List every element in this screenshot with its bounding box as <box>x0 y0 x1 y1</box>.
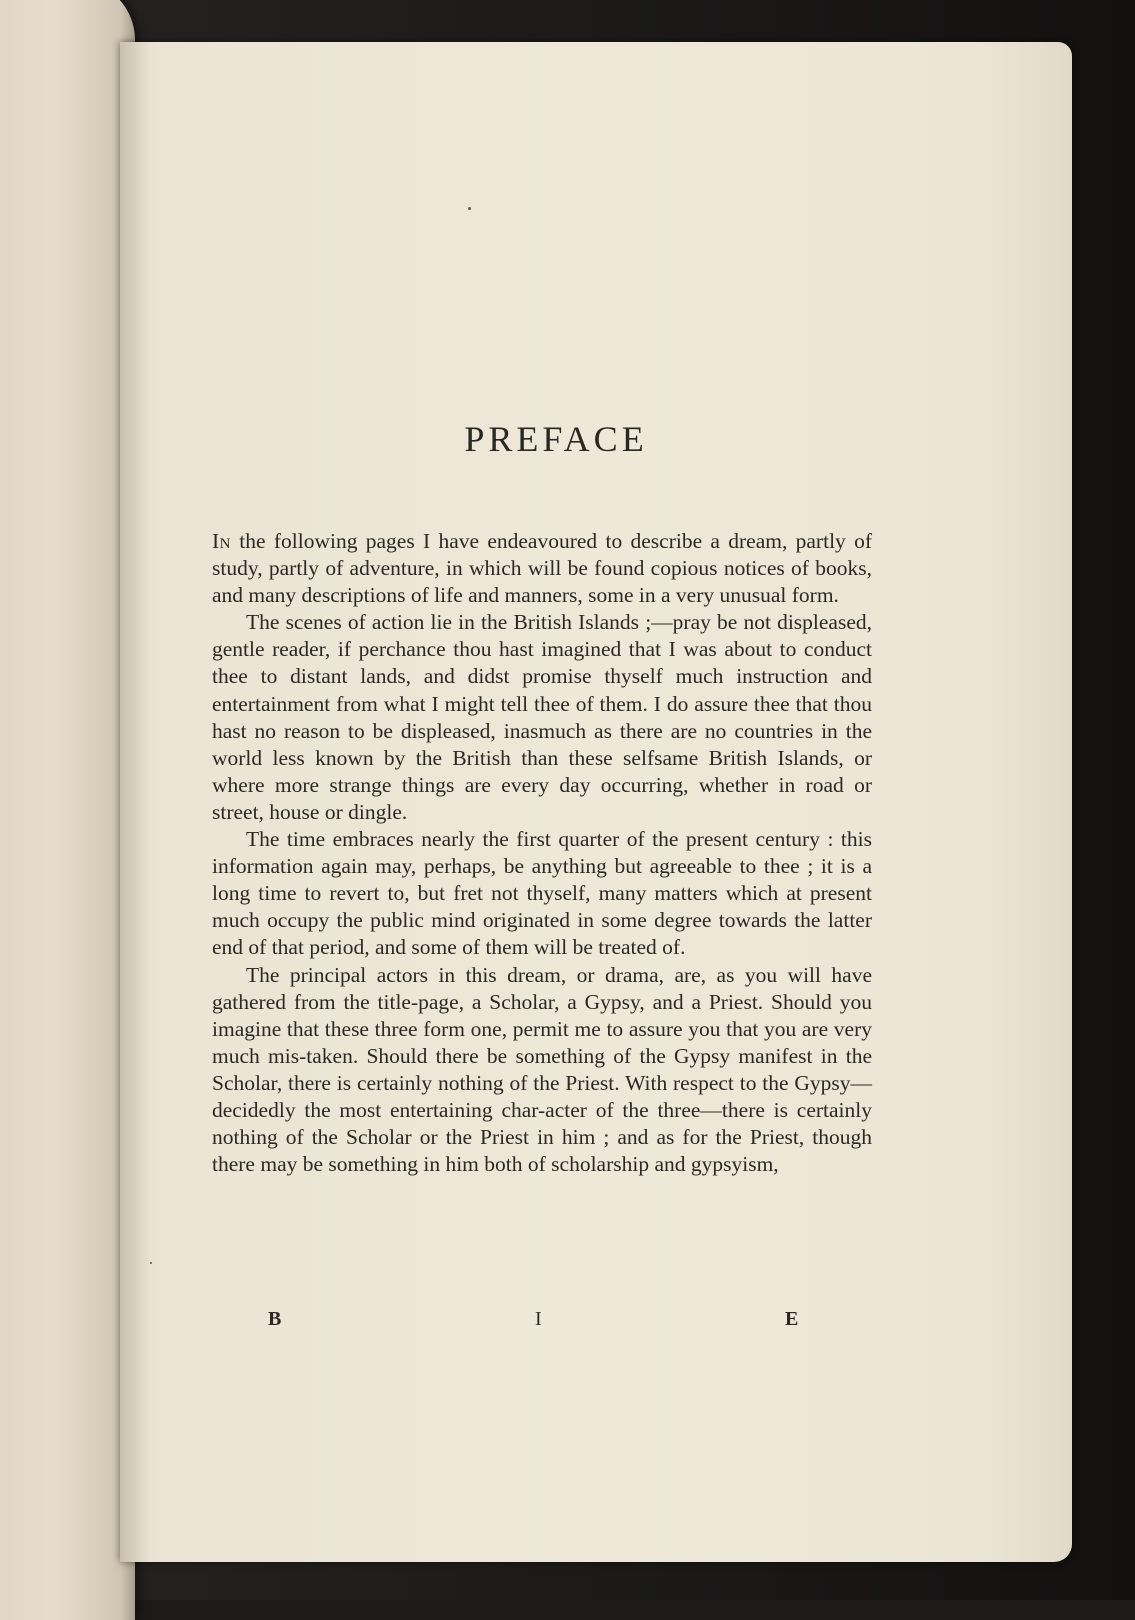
signature-mark-center: I <box>535 1308 542 1330</box>
paragraph-1-text: the following pages I have endeavoured to describe a dream, partly of study, partly of adventure, in which will be found copious notices of books, and many descriptions of life and manners, some in a very unusual form. <box>212 529 872 608</box>
signature-mark-right: E <box>785 1308 799 1330</box>
preface-text <box>212 528 872 1178</box>
speck <box>150 1262 152 1264</box>
paragraph-1 <box>212 528 872 609</box>
signature-mark-left: B <box>268 1308 282 1330</box>
signature-marks <box>268 1308 808 1338</box>
paragraph-1-lead: In <box>212 529 231 553</box>
page-title: PREFACE <box>464 419 648 459</box>
paragraph-2: The scenes of action lie in the British Islands ;—pray be not displeased, gentle reader, if perchance thou hast imagined that I was about to conduct thee to distant lands, and didst promise thyself much instruction and entertainment from what I might tell thee of them. I do assure thee that thou hast no reason to be displeased, inasmuch as there are no countries in the world less known by the British than these selfsame British Islands, or where more strange things are every day occurring, whether in road or street, house or dingle. <box>212 610 872 824</box>
speck <box>468 207 471 210</box>
paragraph-3: The time embraces nearly the first quarter of the present century : this information again may, perhaps, be anything but agreeable to thee ; it is a long time to revert to, but fret not thyself, many matters which at present much occupy the public mind originated in some degree towards the latter end of that period, and some of them will be treated of. <box>212 827 872 960</box>
paragraph-4: The principal actors in this dream, or drama, are, as you will have gathered from the title-page, a Scholar, a Gypsy, and a Priest. Should you imagine that these three form one, permit me to assure you that you are very much mis-taken. Should there be something of the Gypsy manifest in the Scholar, there is certainly nothing of the Priest. With respect to the Gypsy—decidedly the most entertaining char-acter of the three—there is certainly nothing of the Scholar or the Priest in him ; and as for the Priest, though there may be something in him both of scholarship and gypsyism, <box>212 962 872 1177</box>
